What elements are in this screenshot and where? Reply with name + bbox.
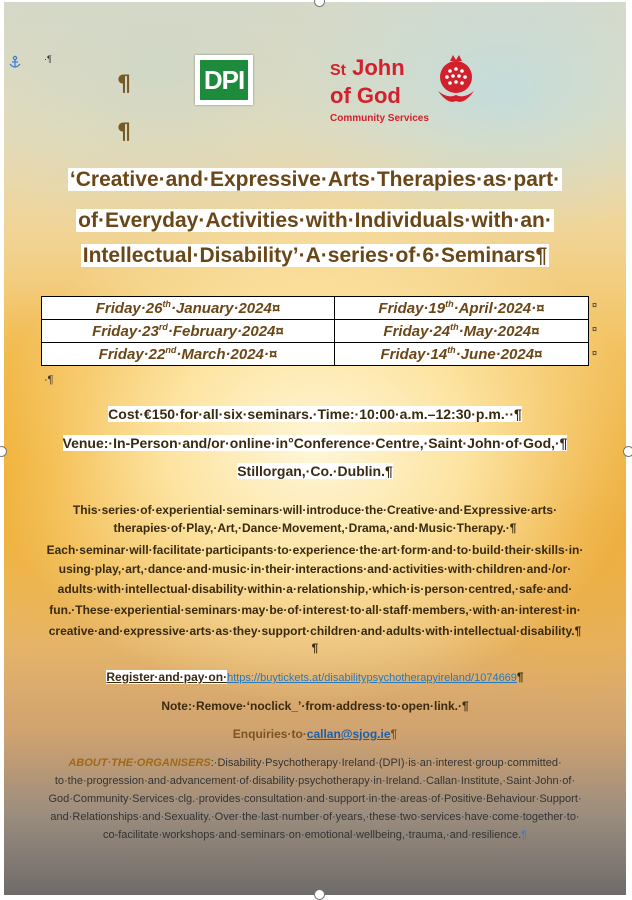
- description-line: ¶: [311, 641, 319, 655]
- title-line-1: ‘Creative·and·Expressive·Arts·Therapies·as·part·: [69, 168, 561, 191]
- row-end-mark: ¤: [592, 300, 598, 310]
- enquiries-email-link[interactable]: callan@sjog.ie: [306, 727, 391, 741]
- resize-handle[interactable]: [314, 889, 325, 900]
- pilcrow-mark: ¶: [117, 72, 131, 97]
- date-cell: Friday·14th·June·2024¤: [334, 343, 588, 366]
- description-line: adults·with·intellectual·disability·within·a·relationship,·which·is·person·centred,·safe·and·: [57, 582, 573, 596]
- title-line-3: Intellectual·Disability’·A·series·of·6·Seminars¶: [82, 244, 548, 267]
- organisers-line: ABOUT·THE·ORGANISERS:·Disability·Psychotherapy·Ireland·(DPI)·is·an·interest·group·committed·: [68, 757, 562, 769]
- table-row: [42, 343, 589, 366]
- sjog-logo-line3: Community Services: [330, 113, 429, 124]
- organisers-line: and·Relationships·and·Sexuality.·Over·the·last·number·of·years,·these·two·services·have·come·together·to·: [50, 811, 580, 823]
- register-label: Register·and·pay·on·: [106, 670, 228, 684]
- enquiries-line: Enquiries·to·callan@sjog.ie¶: [232, 727, 398, 741]
- venue-line-2: Stillorgan,·Co.·Dublin.¶: [237, 463, 393, 479]
- document-page: [4, 2, 626, 895]
- note-line: Note:·Remove·‘noclick_’·from·address·to·open·link.·¶: [161, 699, 469, 713]
- dpi-logo-text: DPI: [200, 60, 248, 100]
- date-cell: Friday·23rd·February·2024¤: [42, 320, 335, 343]
- paragraph-mark: ·¶: [44, 374, 54, 386]
- anchor-icon: [8, 55, 22, 69]
- table-row: [42, 297, 589, 320]
- dpi-logo: [195, 55, 253, 105]
- title-line-2: of·Everyday·Activities·with·Individuals·with·an·: [78, 209, 552, 232]
- sjog-logo-line1: St John: [330, 55, 405, 80]
- row-end-mark: ¤: [592, 348, 598, 358]
- date-cell: Friday·22nd·March·2024·¤: [42, 343, 335, 366]
- sjog-logo: [330, 55, 480, 127]
- resize-handle[interactable]: [623, 446, 632, 457]
- pomegranate-icon: [434, 55, 478, 109]
- register-line: Register·and·pay·on·https://buytickets.at/disabilitypsychotherapyireland/1074669¶: [106, 670, 524, 684]
- description-line: creative·and·expressive·arts·as·they·support·children·and·adults·with·intellectual·disability.¶: [48, 624, 582, 638]
- row-end-mark: ¤: [592, 324, 598, 334]
- organisers-label: ABOUT·THE·ORGANISERS: [68, 757, 211, 769]
- seminar-dates-table: [41, 296, 589, 366]
- organisers-line: God·Community·Services·clg.·provides·consultation·and·support·in·the·areas·of·Positive·Behaviour·Support·: [48, 793, 582, 805]
- pilcrow-mark: ¶: [117, 120, 131, 145]
- venue-line-1: Venue:·In-Person·and/or·online·in°Conference·Centre,·Saint·John·of·God,·¶: [62, 435, 568, 451]
- organisers-line: to·the·progression·and·advancement·of·disability·psychotherapy·in·Ireland.·Callan·Institute,·Saint·John·of·: [54, 775, 576, 787]
- cost-time-line: Cost·€150·for·all·six·seminars.·Time:·10:00·a.m.–12:30·p.m.··¶: [108, 406, 522, 422]
- paragraph-mark: ·¶: [44, 54, 52, 64]
- table-row: [42, 320, 589, 343]
- description-line: This·series·of·experiential·seminars·will·introduce·the·Creative·and·Expressive·arts·: [72, 503, 558, 517]
- date-cell: Friday·26th·January·2024¤: [42, 297, 335, 320]
- description-line: using·play,·art,·dance·and·music·in·their·interactions·and·activities·with·children·and·/or·: [58, 562, 572, 576]
- organisers-line: co-facilitate·workshops·and·seminars·on·emotional·wellbeing,·trauma,·and·resilience.¶: [102, 829, 528, 841]
- register-link[interactable]: https://buytickets.at/disabilitypsychotherapyireland/1074669: [227, 672, 517, 684]
- description-line: Each·seminar·will·facilitate·participants·to·experience·the·art·form·and·to·build·their·skills·in·: [46, 543, 584, 557]
- description-line: therapies·of·Play,·Art,·Dance·Movement,·Drama,·and·Music·Therapy.·¶: [113, 521, 517, 535]
- description-line: fun.·These·experiential·seminars·may·be·of·interest·to·all·staff·members,·with·an·interest·in·: [49, 603, 581, 617]
- date-cell: Friday·24th·May·2024¤: [334, 320, 588, 343]
- sjog-logo-line2: of God: [330, 83, 401, 108]
- date-cell: Friday·19th·April·2024·¤: [334, 297, 588, 320]
